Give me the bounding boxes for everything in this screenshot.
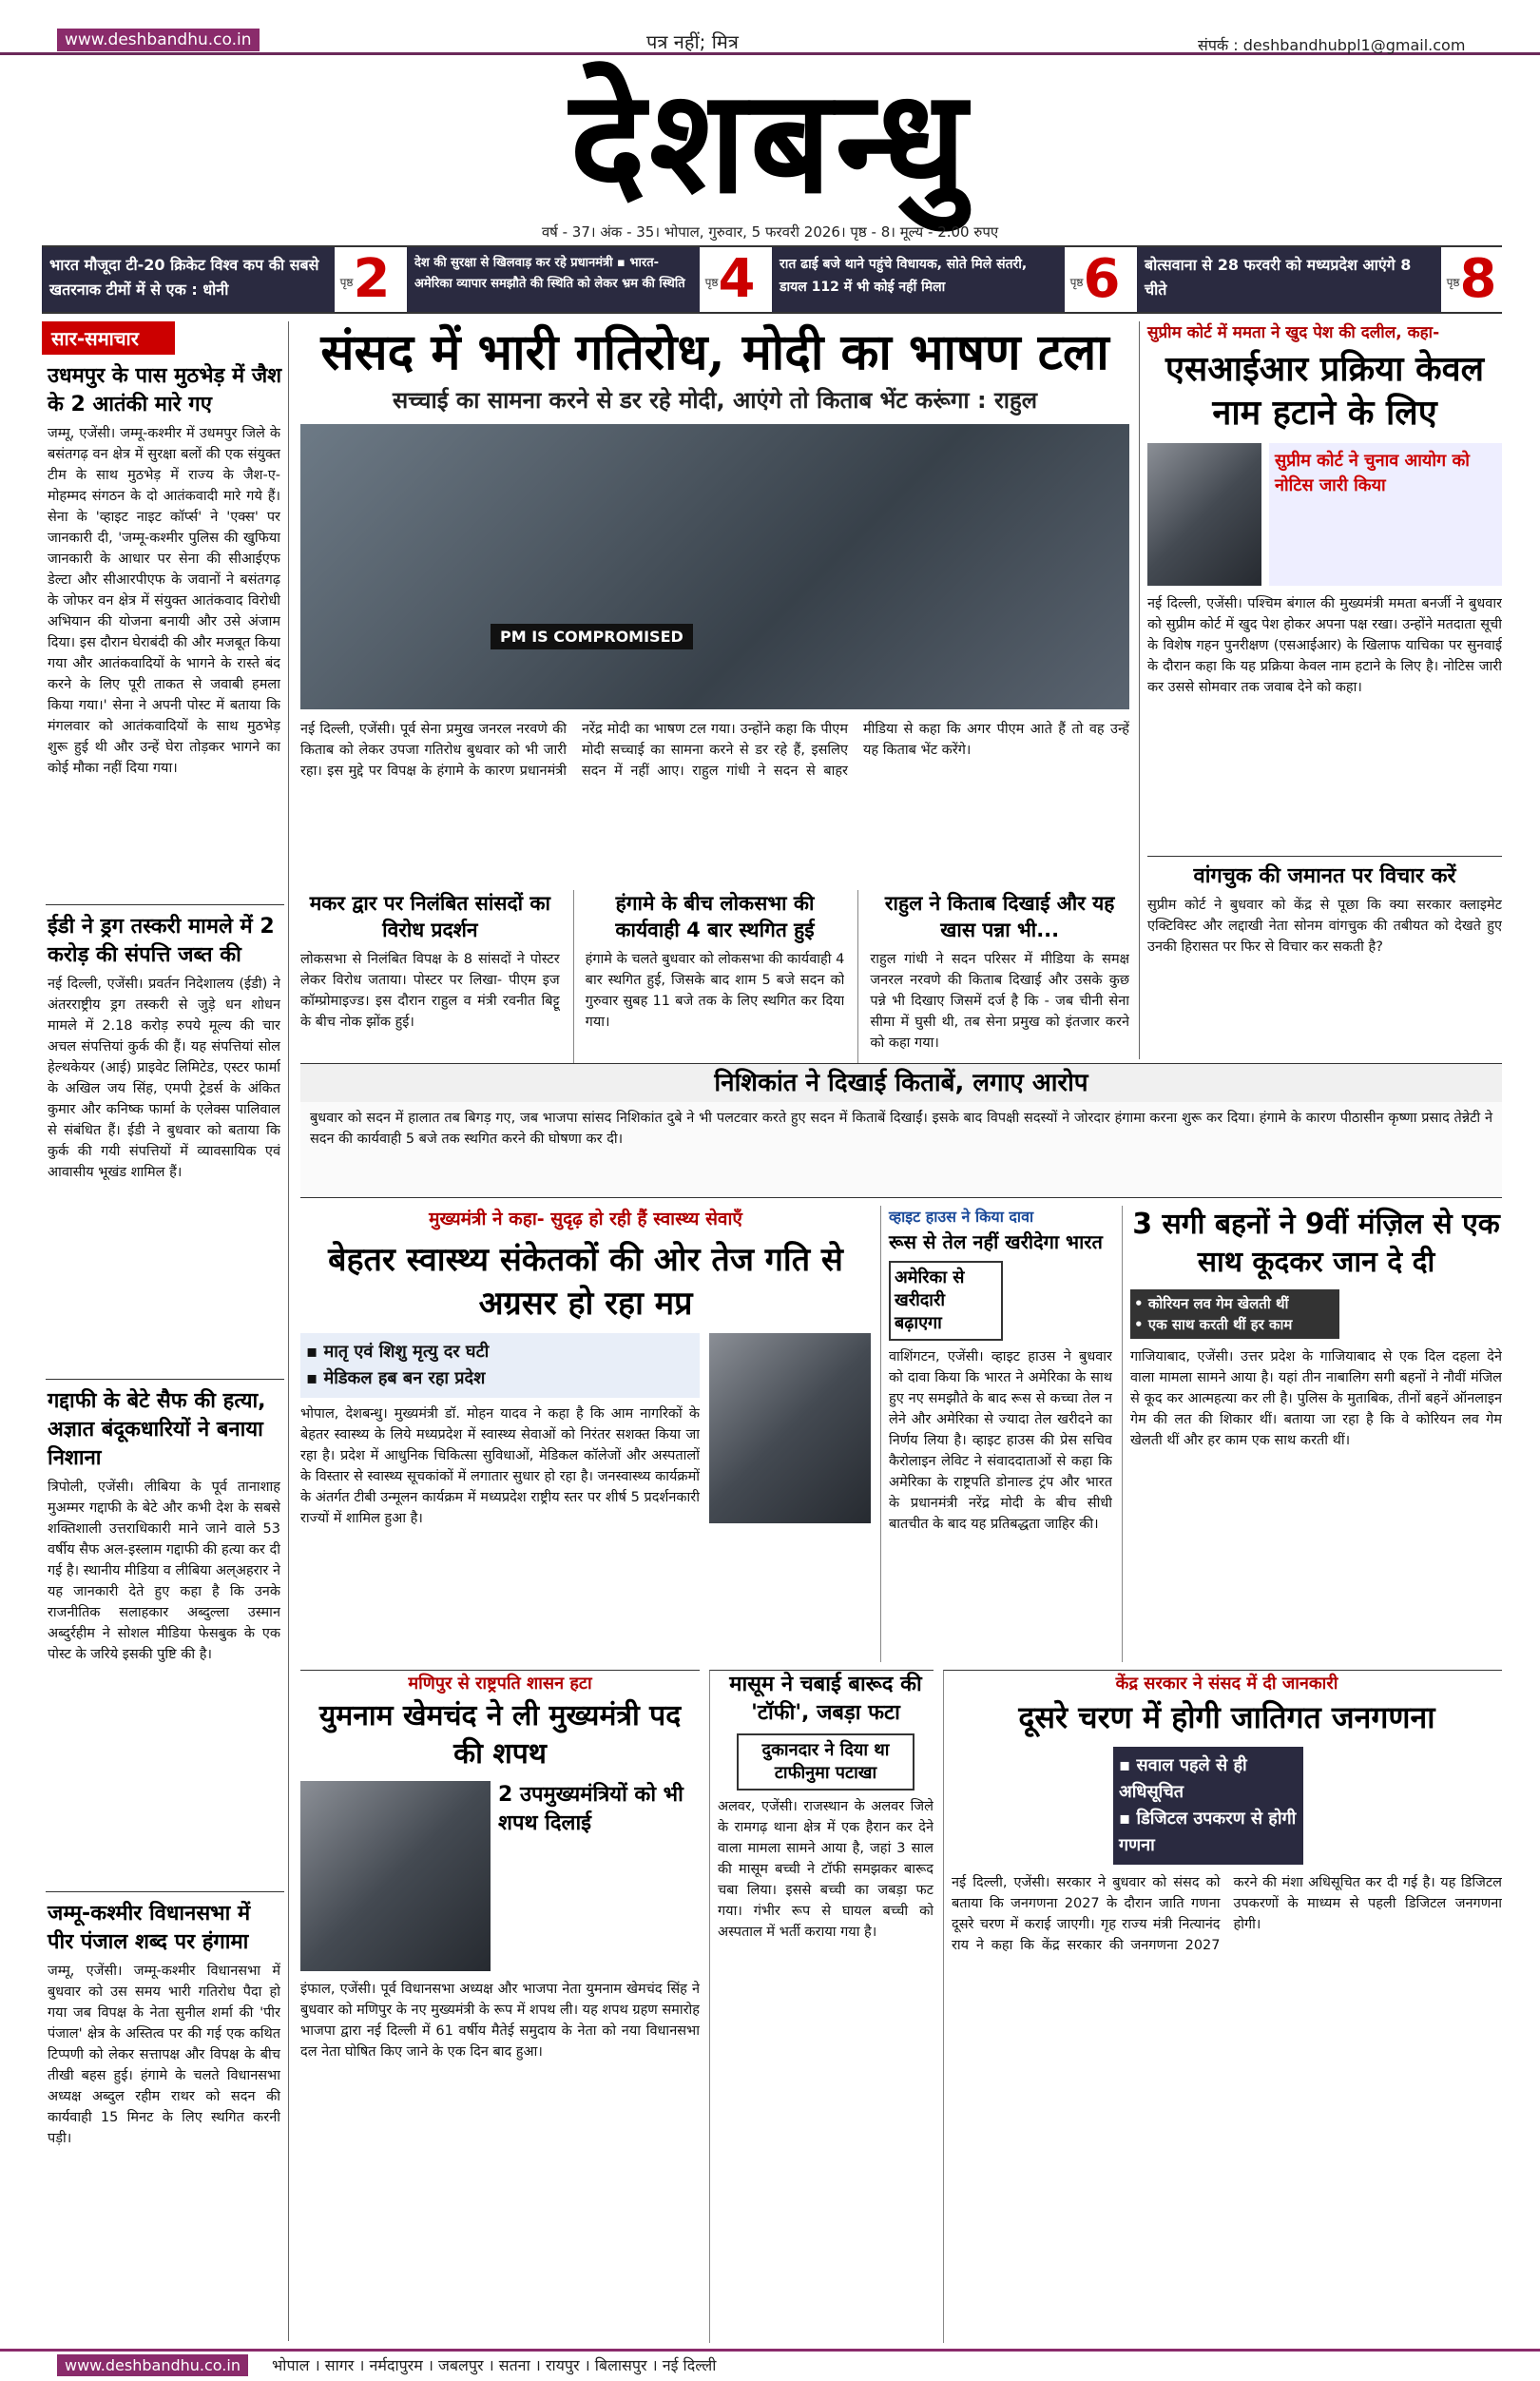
lead-sub-body: राहुल गांधी ने सदन परिसर में मीडिया के समक्ष जनरल नरवणे की किताब दिखाई और उसके कुछ पन्ने भी दिखाए जिसमें दर्ज है कि - जब चीनी सेना सीमा में घुसी थी, तब सेना प्रमुख को इंतजार करने को कहा गया। [870,952,1130,1051]
lead-sub-3 [857,890,1129,1090]
lead-subs [300,890,1129,1090]
lead-body: नई दिल्ली, एजेंसी। पूर्व सेना प्रमुख जनरल नरवणे की किताब को लेकर उपजा गतिरोध बुधवार को भी जारी रहा। इस मुद्दे पर विपक्ष के हंगामे के कारण प्रधानमंत्री नरेंद्र मोदी का भाषण टल गया। उन्होंने कहा कि पीएम मोदी सच्चाई का सामना करने से डर रहे हैं, इसलिए सदन में नहीं आए। राहुल गांधी ने सदन से बाहर मीडिया से कहा कि अगर पीएम आते हैं तो वह उन्हें यह किताब भेंट करेंगे। [300,722,1129,779]
health-bullets [300,1333,700,1398]
census-headline[interactable]: दूसरे चरण में होगी जातिगत जनगणना [1018,1699,1435,1735]
sidebar-item-3-body: त्रिपोली, एजेंसी। लीबिया के पूर्व तानाशाह मुअम्मर गद्दाफी के बेटे और कभी देश के सबसे शक्तिशाली उत्तराधिकारी माने जाने वाले 53 वर्षीय सैफ अल-इस्लाम गद्दाफी की हत्या कर दी गई है। स्थानीय मीडिया व लीबिया अल्अहरार ने यह जानकारी देते हुए कहा है कि उनके राजनीतिक सलाहकार अब्दुल्ला उस्मान अब्दुर्रहीम ने सोशल मीडिया फेसबुक के एक पोस्ट के जरिये इसकी पुष्टि की है। [48,1480,280,1662]
oath-photo [300,1781,491,1971]
sidebar-item-4-headline[interactable]: जम्मू-कश्मीर विधानसभा में पीर पंजाल शब्द पर हंगामा [48,1902,251,1954]
teaser-text: बोत्सवाना से 28 फरवरी को मध्यप्रदेश आएंगे 8 चीते [1145,256,1412,299]
toffee-story [709,1670,934,2343]
sir-body: नई दिल्ली, एजेंसी। पश्चिम बंगाल की मुख्यमंत्री ममता बनर्जी ने बुधवार को सुप्रीम कोर्ट में खुद पेश होकर अपना पक्ष रखा। उन्होंने मतदाता सूची के विशेष गहन पुनरीक्षण (एसआईआर) के खिलाफ याचिका पर सुनवाई के दौरान कहा कि यह प्रक्रिया केवल नाम हटाने के लिए है। नोटिस जारी कर उससे सोमवार तक जवाब देने को कहा। [1147,596,1502,695]
teaser-3[interactable] [772,247,1126,312]
teaser-page: पृष्ठ4 [700,247,760,312]
bottom-bar [0,2349,1540,2381]
teaser-text: भारत मौजूदा टी-20 क्रिकेट विश्व कप की सबसे खतरनाक टीमों में से एक : धोनी [49,256,319,299]
census-kicker: केंद्र सरकार ने संसद में दी जानकारी [1115,1674,1338,1694]
masthead [0,58,1540,225]
quote-1: • कोरियन लव गेम खेलती थीं [1134,1295,1289,1312]
teaser-4[interactable] [1137,247,1502,312]
edition-cities: भोपाल । सागर । नर्मदापुरम । जबलपुर । सतना । रायपुर । बिलासपुर । नई दिल्ली [272,2356,717,2374]
teaser-page: पृष्ठ2 [335,247,395,312]
census-body: नई दिल्ली, एजेंसी। सरकार ने बुधवार को संसद को बताया कि जनगणना 2027 के दौरान जाति गणना दूसरे चरण में कराई जाएगी। गृह राज्य मंत्री नित्यानंद राय ने कहा कि केंद्र सरकार की जनगणना 2027 करने की मंशा अधिसूचित कर दी गई है। यह डिजिटल उपकरणों के माध्यम से पहली डिजिटल जनगणना होगी। [952,1875,1502,1953]
slogan: पत्र नहीं; मित्र [646,30,739,53]
sidebar-item-1-body: जम्मू, एजेंसी। जम्मू-कश्मीर में उधमपुर जिले के बसंतगढ़ वन क्षेत्र में सुरक्षा बलों की एक संयुक्त टीम के साथ मुठभेड़ में राज्य के जैश-ए-मोहम्मद संगठन के दो आतंकवादी मारे गये हैं। सेना के 'व्हाइट नाइट कॉर्प्स' ने 'एक्स' पर जानकारी दी, 'जम्मू-कश्मीर पुलिस की खुफिया जानकारी के आधार पर सेना की सीआईएफ डेल्टा और सीआरपीएफ के जवानों ने बसंतगढ़ के जोफर वन क्षेत्र में संयुक्त आतंकवाद विरोधी अभियान की योजना बनायी और उसे अंजाम दिया। इस दौरान घेराबंदी की और मजबूत किया गया और आतंकवादियों के भागने के रास्ते बंद करने के लिए पूरी ताकत से जवाबी हमला किया गया।' सेना ने अपनी पोस्ट में बताया कि मंगलवार को आतंकवादियों के साथ मुठभेड़ शुरू हुई थी और उन्हें घेरा तोड़कर भागने का कोई मौका नहीं दिया गया। [48,426,280,776]
lead-subhead: सच्चाई का सामना करने से डर रहे मोदी, आएंगे तो किताब भेंट करूंगा : राहुल [393,387,1037,414]
lead-sub-headline[interactable]: राहुल ने किताब दिखाई और यह खास पन्ना भी... [884,892,1115,941]
sir-kicker: सुप्रीम कोर्ट में ममता ने खुद पेश की दलील, कहा- [1147,323,1440,342]
quote-2: • एक साथ करती थीं हर काम [1134,1316,1293,1333]
oil-body: वाशिंगटन, एजेंसी। व्हाइट हाउस ने बुधवार को दावा किया कि भारत ने अमेरिका के साथ हुए नए समझौते के बाद रूस से कच्चा तेल न लेने और अमेरिका से ज्यादा तेल खरीदने का निर्णय लिया है। व्हाइट हाउस की प्रेस सचिव कैरोलाइन लेविट ने संवाददाताओं से कहा कि अमेरिका के राष्ट्रपति डोनाल्ड ट्रंप और भारत के प्रधानमंत्री नरेंद्र मोदी के बीच सीधी बातचीत के बाद यह प्रतिबद्धता जाहिर की। [889,1349,1112,1532]
lead-sub-headline[interactable]: हंगामे के बीच लोकसभा की कार्यवाही 4 बार स्थगित हुई [615,892,815,941]
sir-story [1139,321,1502,1059]
teaser-text: रात ढाई बजे थाने पहुंचे विधायक, सोते मिले संतरी, डायल 112 में भी कोई नहीं मिला [780,257,1028,295]
strip-headline[interactable]: निशिकांत ने दिखाई किताबें, लगाए आरोप [300,1064,1502,1102]
lead-sub-1 [300,890,560,1090]
bullet-1: ▪ मातृ एवं शिशु मृत्यु दर घटी [306,1342,490,1362]
toffee-headline[interactable]: मासूम ने चबाई बारूद की 'टॉफी', जबड़ा फटा [729,1673,922,1725]
strip-body: बुधवार को सदन में हालात तब बिगड़ गए, जब भाजपा सांसद निशिकांत दुबे ने भी पलटवार करते हुए सदन में किताबें दिखाईं। इसके बाद विपक्षी सदस्यों ने जोरदार हंगामा करना शुरू कर दिया। हंगामे के कारण पीठासीन कृष्णा प्रसाद तेन्नेटी ने सदन की कार्यवाही 5 बजे तक स्थगित करने की घोषणा कर दी। [310,1111,1492,1147]
lead-photo [300,424,1129,709]
sidebar-item-2-body: नई दिल्ली, एजेंसी। प्रवर्तन निदेशालय (ईडी) ने अंतरराष्ट्रीय ड्रग तस्करी से जुड़े धन शोधन मामले में 2.18 करोड़ रुपये मूल्य की चार अचल संपत्तियां कुर्क की हैं। यह संपत्तियां सोल हेल्थकेयर (आई) प्राइवेट लिमिटेड, एस्टर फार्मा के अखिल जय सिंह, एमपी ट्रेडर्स के अंकित कुमार और कनिष्क फार्मा के एलेक्स पालिवाल से संबंधित हैं। ईडी ने बुधवार को बताया कि कुर्क की गयी संपत्तियों में व्यावसायिक एवं आवासीय भूखंड शामिल हैं। [48,977,280,1180]
health-kicker: मुख्यमंत्री ने कहा- सुदृढ़ हो रही हैं स्वास्थ्य सेवाएँ [429,1209,742,1229]
health-body: भोपाल, देशबन्धु। मुख्यमंत्री डॉ. मोहन यादव ने कहा है कि आम नागरिकों के बेहतर स्वास्थ्य के लिये मध्यप्रदेश में स्वास्थ्य सेवाओं को निरंतर सशक्त किया जा रहा है। प्रदेश में आधुनिक चिकित्सा सुविधाओं, मेडिकल कॉलेजों और अस्पतालों के विस्तार से स्वास्थ्य सूचकांकों में लगातार सुधार हो रहा है। जनस्वास्थ्य कार्यक्रमों के अंतर्गत टीबी उन्मूलन कार्यक्रम में मध्यप्रदेश राष्ट्रीय स्तर पर शीर्ष 5 प्रदर्शनकारी राज्यों में शामिल हुआ है। [300,1406,700,1526]
teaser-1[interactable] [42,247,395,312]
health-story [300,1206,871,1662]
sidebar [42,321,289,2341]
wangchuk-headline[interactable]: वांगचुक की जमानत पर विचार करें [1193,864,1456,888]
bottom-url[interactable]: www.deshbandhu.co.in [57,2354,248,2376]
oil-story [880,1206,1112,1662]
lead-headline[interactable]: संसद में भारी गतिरोध, मोदी का भाषण टला [320,323,1109,381]
sidebar-item-2-headline[interactable]: ईडी ने ड्रग तस्करी मामले में 2 करोड़ की संपत्ति जब्त की [48,915,275,967]
wangchuk-body: सुप्रीम कोर्ट ने बुधवार को केंद्र से पूछा कि क्या सरकार क्लाइमेट एक्टिविस्ट और लद्दाखी नेता सोनम वांगचुक की तबीयत को देखते हुए उनकी हिरासत पर फिर से विचार कर सकती है? [1147,898,1502,955]
teaser-text: देश की सुरक्षा से खिलवाड़ कर रहे प्रधानमंत्री ▪ भारत-अमेरिका व्यापार समझौते की स्थिति को लेकर भ्रम की स्थिति [414,256,685,291]
manipur-story [300,1670,700,2343]
census-box-line-2: ▪ डिजिटल उपकरण से होगी गणना [1119,1809,1297,1855]
teaser-page: पृष्ठ6 [1065,247,1126,312]
sisters-story [1122,1206,1502,1662]
census-box-line-1: ▪ सवाल पहले से ही अधिसूचित [1119,1755,1247,1802]
lead-sub-2 [573,890,845,1090]
teaser-page: पृष्ठ8 [1441,247,1502,312]
contact-email[interactable]: संपर्क : deshbandhubpl1@gmail.com [1198,36,1466,54]
sidebar-header: सार-समाचार [42,321,175,355]
sisters-body: गाजियाबाद, एजेंसी। उत्तर प्रदेश के गाजियाबाद से एक दिल दहला देने वाला मामला सामने आया है। यहां तीन नाबालिग सगी बहनों ने नौवीं मंजिल से कूद कर आत्महत्या कर ली है। पुलिस के मुताबिक, तीनों बहनें ऑनलाइन गेम की लत की शिकार थीं। बताया जा रहा है कि वे कोरियन लव गेम खेलती थीं और हर काम एक साथ करती थीं। [1130,1349,1502,1448]
lead-sub-body: हंगामे के चलते बुधवार को लोकसभा की कार्यवाही 4 बार स्थगित हुई, जिसके बाद शाम 5 बजे सदन को गुरुवार सुबह 11 बजे तक के लिए स्थगित कर दिया गया। [585,952,845,1030]
lead-sub-body: लोकसभा से निलंबित विपक्ष के 8 सांसदों ने पोस्टर लेकर विरोध जताया। पोस्टर पर लिखा- पीएम इज कॉम्प्रोमाइज्ड। इस दौरान राहुल व मंत्री रवनीत बिट्टू के बीच नोक झोंक हुई। [300,952,560,1030]
toffee-box: दुकानदार ने दिया था टाफीनुमा पटाखा [737,1733,914,1791]
teaser-2[interactable] [407,247,760,312]
manipur-kicker: मणिपुर से राष्ट्रपति शासन हटा [408,1674,592,1694]
cm-photo [709,1333,871,1523]
manipur-subheadline: 2 उपमुख्यमंत्रियों को भी शपथ दिलाई [498,1783,683,1835]
mamata-photo [1147,443,1261,586]
oil-headline[interactable]: रूस से तेल नहीं खरीदेगा भारत [889,1230,1103,1253]
manipur-body: इंफाल, एजेंसी। पूर्व विधानसभा अध्यक्ष और भाजपा नेता युमनाम खेमचंद सिंह ने बुधवार को मणिपुर के नए मुख्यमंत्री के रूप में शपथ ली। यह शपथ ग्रहण समारोह भाजपा द्वारा नई दिल्ली में 61 वर्षीय मैतेई समुदाय के नेता को नया विधानसभा दल नेता घोषित किए जाने के एक दिन बाद हुआ। [300,1982,700,2060]
sisters-quote-box [1130,1289,1339,1339]
lead-sub-headline[interactable]: मकर द्वार पर निलंबित सांसदों का विरोध प्रदर्शन [309,892,550,941]
website-url[interactable]: www.deshbandhu.co.in [57,29,260,51]
nishikant-strip [300,1063,1502,1198]
census-box [1113,1747,1303,1865]
sisters-headline[interactable]: 3 सगी बहनों ने 9वीं मंज़िल से एक साथ कूदकर जान दे दी [1132,1208,1500,1279]
teaser-strip [42,245,1502,314]
newspaper-logo: देशबन्धु [569,58,971,225]
dateline: वर्ष - 37। अंक - 35। भोपाल, गुरुवार, 5 फरवरी 2026। पृष्ठ - 8। मूल्य - 2.00 रुपए [541,223,999,241]
sidebar-item-3-headline[interactable]: गद्दाफी के बेटे सैफ की हत्या, अज्ञात बंदूकधारियों ने बनाया निशाना [48,1389,266,1470]
sir-notice-box: सुप्रीम कोर्ट ने चुनाव आयोग को नोटिस जारी किया [1269,443,1502,586]
toffee-body: अलवर, एजेंसी। राजस्थान के अलवर जिले के रामगढ़ थाना क्षेत्र में एक हैरान कर देने वाला मामला सामने आया है, जहां 3 साल की मासूम बच्ची ने टॉफी समझकर बारूद चबा लिया। इससे बच्ची का जबड़ा फट गया। गंभीर रूप से घायल बच्ची को अस्पताल में भर्ती कराया गया है। [718,1799,934,1940]
oil-box: अमेरिका से खरीदारी बढ़ाएगा [889,1261,1003,1341]
bullet-2: ▪ मेडिकल हब बन रहा प्रदेश [306,1368,486,1388]
sidebar-item-1-headline[interactable]: उधमपुर के पास मुठभेड़ में जैश के 2 आतंकी मारे गए [48,364,282,416]
photo-poster-text: PM IS COMPROMISED [491,624,693,649]
sir-headline[interactable]: एसआईआर प्रक्रिया केवल नाम हटाने के लिए [1165,350,1485,433]
census-story [943,1670,1502,2343]
health-headline[interactable]: बेहतर स्वास्थ्य संकेतकों की ओर तेज गति से अग्रसर हो रहा मप्र [328,1241,843,1323]
sidebar-item-4-body: जम्मू, एजेंसी। जम्मू-कश्मीर विधानसभा में बुधवार को उस समय भारी गतिरोध पैदा हो गया जब विपक्ष के नेता सुनील शर्मा की 'पीर पंजाल' क्षेत्र के अस्तित्व पर की गई एक कथित टिप्पणी को लेकर सत्तापक्ष और विपक्ष के बीच तीखी बहस हुई। हंगामे के चलते विधानसभा अध्यक्ष अब्दुल रहीम राथर को सदन की कार्यवाही 15 मिनट के लिए स्थगित करनी पड़ी। [48,1964,280,2146]
oil-kicker: व्हाइट हाउस ने किया दावा [889,1208,1034,1226]
top-bar [0,0,1540,55]
manipur-headline[interactable]: युमनाम खेमचंद ने ली मुख्यमंत्री पद की शपथ [318,1699,682,1771]
